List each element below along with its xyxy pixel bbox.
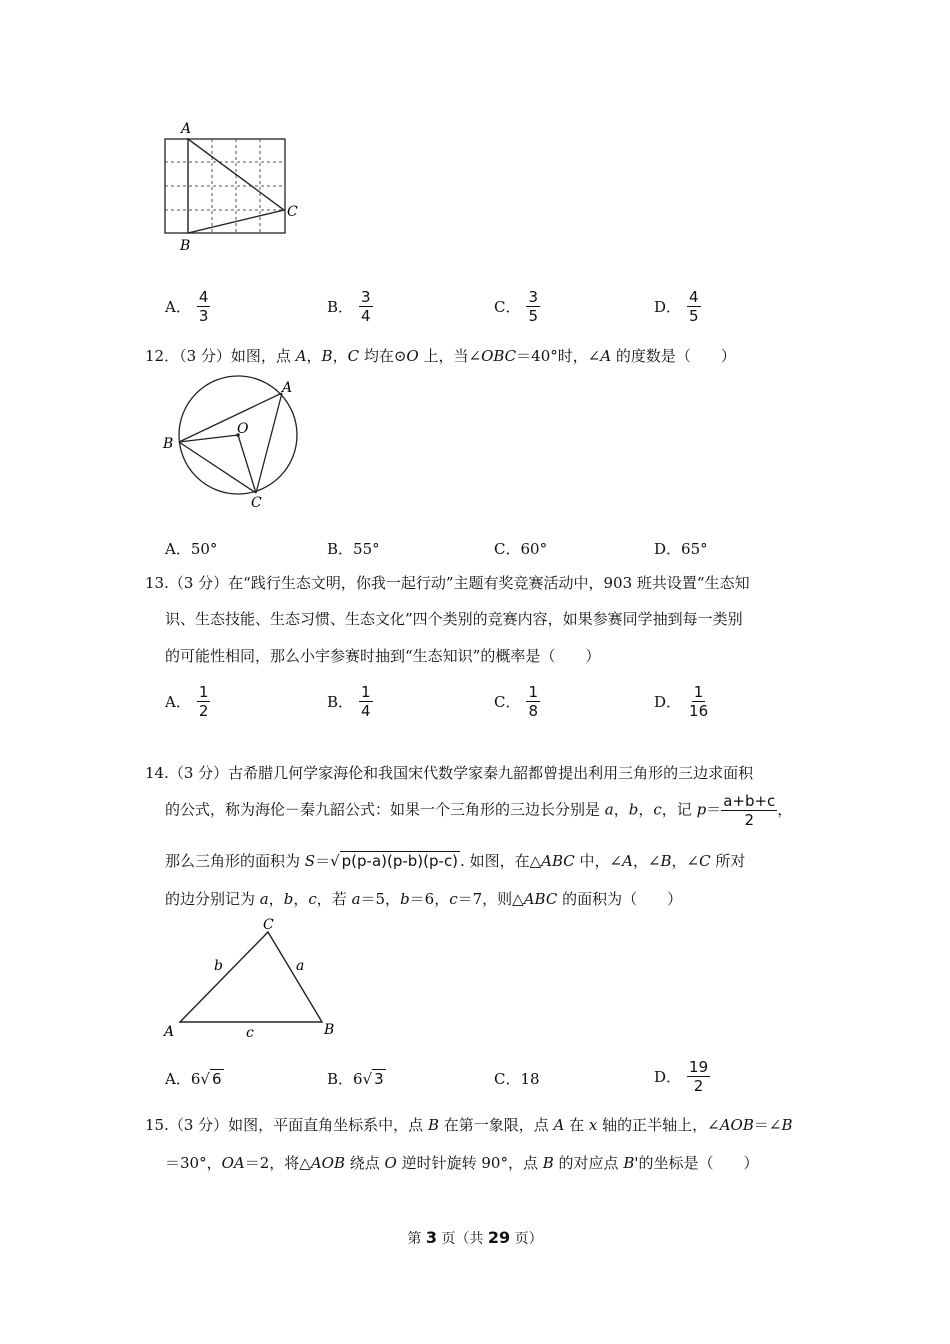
q11-option-c[interactable]: C． $\frac{3}{5}$ [494, 288, 539, 325]
q14-triangle-figure [160, 912, 350, 1042]
label-c: C [263, 917, 274, 933]
grid-dashed-lines [165, 139, 285, 233]
label-a: A [282, 380, 293, 396]
q14-option-b[interactable]: B．6√ 3 [327, 1070, 384, 1088]
label-a: A [181, 121, 192, 137]
q12-option-c[interactable]: C．60° [494, 540, 548, 558]
q13-option-d[interactable]: D． $\frac{1}{16}$ [654, 683, 709, 720]
q12-option-a[interactable]: A．50° [165, 540, 218, 558]
q14-option-a[interactable]: A．6√ 6 [165, 1070, 222, 1088]
q14-stem-line3: 那么三角形的面积为 S＝√ p(p-a)(p-b)(p-c) . 如图，在△ABC 中，∠A，∠B，∠C 所对 [165, 852, 746, 870]
page-total: 29 [487, 1228, 511, 1247]
q11-option-b[interactable]: B． $\frac{3}{4}$ [327, 288, 371, 325]
q12-stem: 12．（3 分）如图，点 A，B，C 均在⊙O 上，当∠OBC＝40°时，∠A 的度数是（ ） [145, 347, 736, 365]
q14-stem-line4: 的边分别记为 a，b，c，若 a＝5，b＝6，c＝7，则△ABC 的面积为（ ） [165, 890, 683, 908]
q14-option-d[interactable]: D． $\frac{19}{2}$ [654, 1058, 709, 1095]
q14-stem-line1: 14.（3 分）古希腊几何学家海伦和我国宋代数学家秦九韶都曾提出利用三角形的三边求面积 [145, 764, 754, 782]
q11-grid-figure [155, 118, 305, 256]
sqrt-expression: √ p(p-a)(p-b)(p-c) [330, 852, 459, 870]
label-b: B [180, 238, 191, 254]
q13-stem-line1: 13.（3 分）在“践行生态文明，你我一起行动”主题有奖竞赛活动中，903 班共设置“生态知 [145, 574, 750, 592]
q12-circle-figure [160, 370, 310, 515]
q11-option-a[interactable]: A． $\frac{4}{3}$ [165, 288, 209, 325]
label-b: B [324, 1022, 335, 1038]
page-footer: 第 3 页（共 29 页） [407, 1228, 543, 1247]
q13-stem-line2: 识、生态技能、生态习惯、生态文化”四个类别的竞赛内容，如果参赛同学抽到每一类别 [165, 610, 743, 628]
q13-option-a[interactable]: A． $\frac{1}{2}$ [165, 683, 209, 720]
q11-option-d[interactable]: D． $\frac{4}{5}$ [654, 288, 699, 325]
q14-option-c[interactable]: C．18 [494, 1070, 540, 1088]
label-a: A [164, 1024, 175, 1040]
q14-stem-line2: 的公式，称为海伦－秦九韶公式：如果一个三角形的三边长分别是 a，b，c，记 p＝ $\frac{a+b+c}{2}$ ， [165, 792, 793, 829]
label-b: B [163, 436, 174, 452]
label-c-side: c [246, 1025, 254, 1041]
q13-option-c[interactable]: C． $\frac{1}{8}$ [494, 683, 539, 720]
label-b-side: b [214, 958, 223, 974]
q12-option-b[interactable]: B．55° [327, 540, 380, 558]
label-o: O [237, 421, 249, 437]
label-c: C [251, 495, 262, 511]
label-a-side: a [296, 958, 305, 974]
q13-option-b[interactable]: B． $\frac{1}{4}$ [327, 683, 371, 720]
q15-stem-line2: ＝30°，OA＝2，将△AOB 绕点 O 逆时针旋转 90°，点 B 的对应点 B'的坐标是（ ） [165, 1154, 759, 1172]
page-number: 3 [425, 1228, 437, 1247]
label-c: C [287, 204, 298, 220]
q12-option-d[interactable]: D．65° [654, 540, 708, 558]
q13-stem-line3: 的可能性相同，那么小宇参赛时抽到“生态知识”的概率是（ ） [165, 647, 601, 665]
q15-stem-line1: 15.（3 分）如图，平面直角坐标系中，点 B 在第一象限，点 A 在 x 轴的正半轴上，∠AOB＝∠B [145, 1116, 793, 1134]
